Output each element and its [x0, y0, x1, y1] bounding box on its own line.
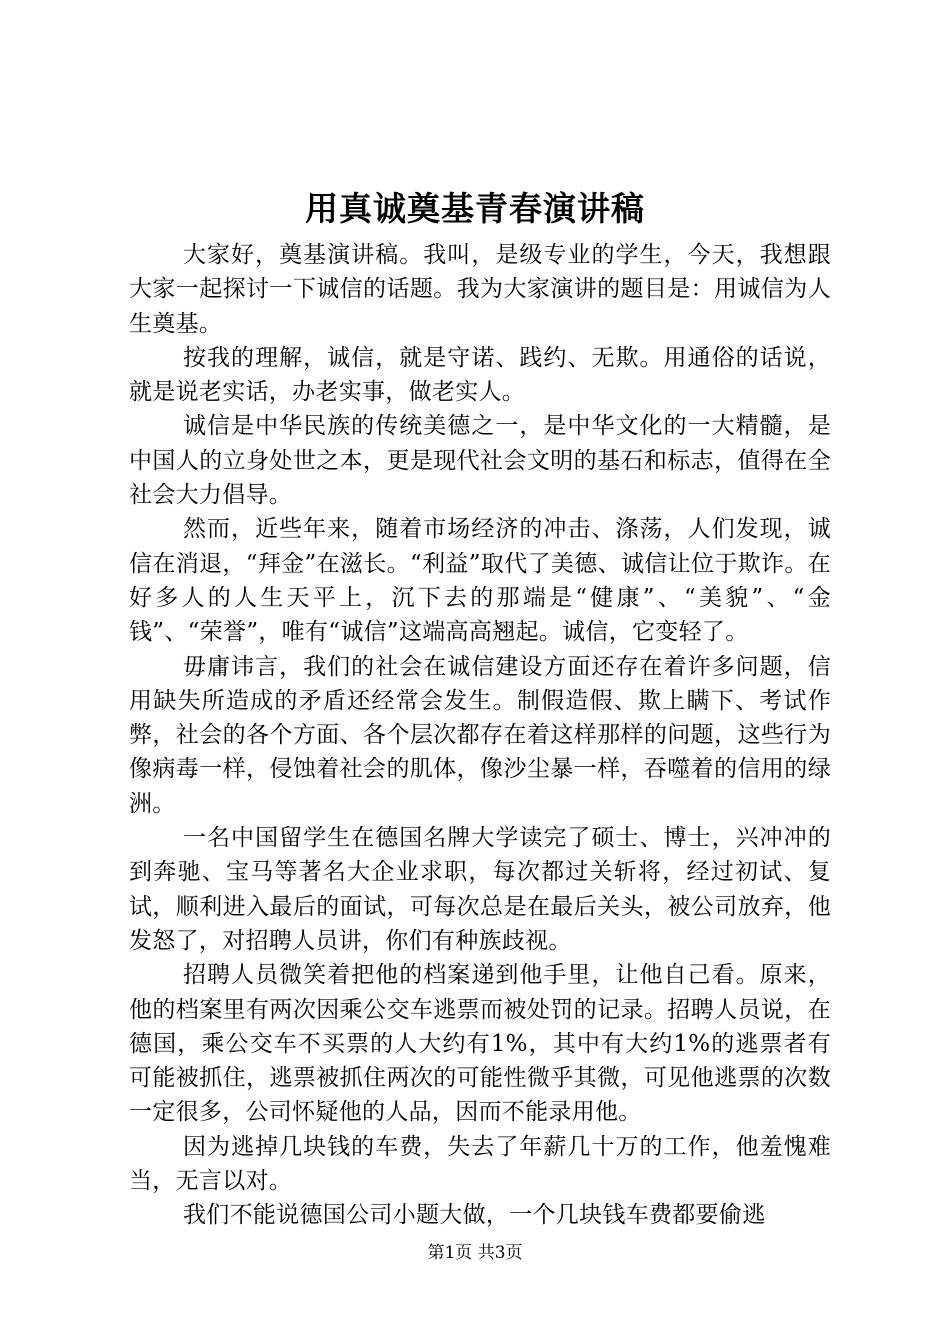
- paragraph: 因为逃掉几块钱的车费，失去了年薪几十万的工作，他羞愧难当，无言以对。: [129, 1133, 831, 1195]
- paragraph: 招聘人员微笑着把他的档案递到他手里，让他自己看。原来，他的档案里有两次因乘公交车逃票而被处罚的记录。招聘人员说，在德国，乘公交车不买票的人大约有1%，其中有大约1%的逃票者有可能被抓住，逃票被抓住两次的可能性微乎其微，可见他逃票的次数一定很多，公司怀疑他的人品，因而不能录用他。: [129, 962, 831, 1126]
- document-body: [129, 238, 831, 1233]
- paragraph: 然而，近些年来，随着市场经济的冲击、涤荡，人们发现，诚信在消退，“拜金”在滋长。“利益”取代了美德、诚信让位于欺诈。在好多人的人生天平上，沉下去的那端是“健康”、“美貌”、“金钱”、“荣誉”，唯有“诚信”这端高高翘起。诚信，它变轻了。: [129, 516, 831, 646]
- paragraph: 按我的理解，诚信，就是守诺、践约、无欺。用通俗的话说，就是说老实话，办老实事，做老实人。: [129, 344, 831, 406]
- paragraph: 一名中国留学生在德国名牌大学读完了硕士、博士，兴冲冲的到奔驰、宝马等著名大企业求职，每次都过关斩将，经过初试、复试，顺利进入最后的面试，可每次总是在最后关头，被公司放弃，他发怒了，对招聘人员讲，你们有种族歧视。: [129, 825, 831, 954]
- paragraph: 我们不能说德国公司小题大做，一个几块钱车费都要偷逃: [183, 1202, 766, 1229]
- paragraph: 诚信是中华民族的传统美德之一，是中华文化的一大精髓，是中国人的立身处世之本，更是现代社会文明的基石和标志，值得在全社会大力倡导。: [129, 413, 831, 509]
- paragraph: 大家好，奠基演讲稿。我叫，是级专业的学生，今天，我想跟大家一起探讨一下诚信的话题。我为大家演讲的题目是：用诚信为人生奠基。: [129, 242, 831, 337]
- document-title: 用真诚奠基青春演讲稿: [305, 189, 645, 228]
- page-number-footer: 第1页 共3页: [427, 1243, 523, 1263]
- paragraph: 毋庸讳言，我们的社会在诚信建设方面还存在着许多问题，信用缺失所造成的矛盾还经常会发生。制假造假、欺上瞒下、考试作弊，社会的各个方面、各个层次都存在着这样那样的问题，这些行为像病毒一样，侵蚀着社会的肌体，像沙尘暴一样，吞噬着的信用的绿洲。: [129, 653, 831, 817]
